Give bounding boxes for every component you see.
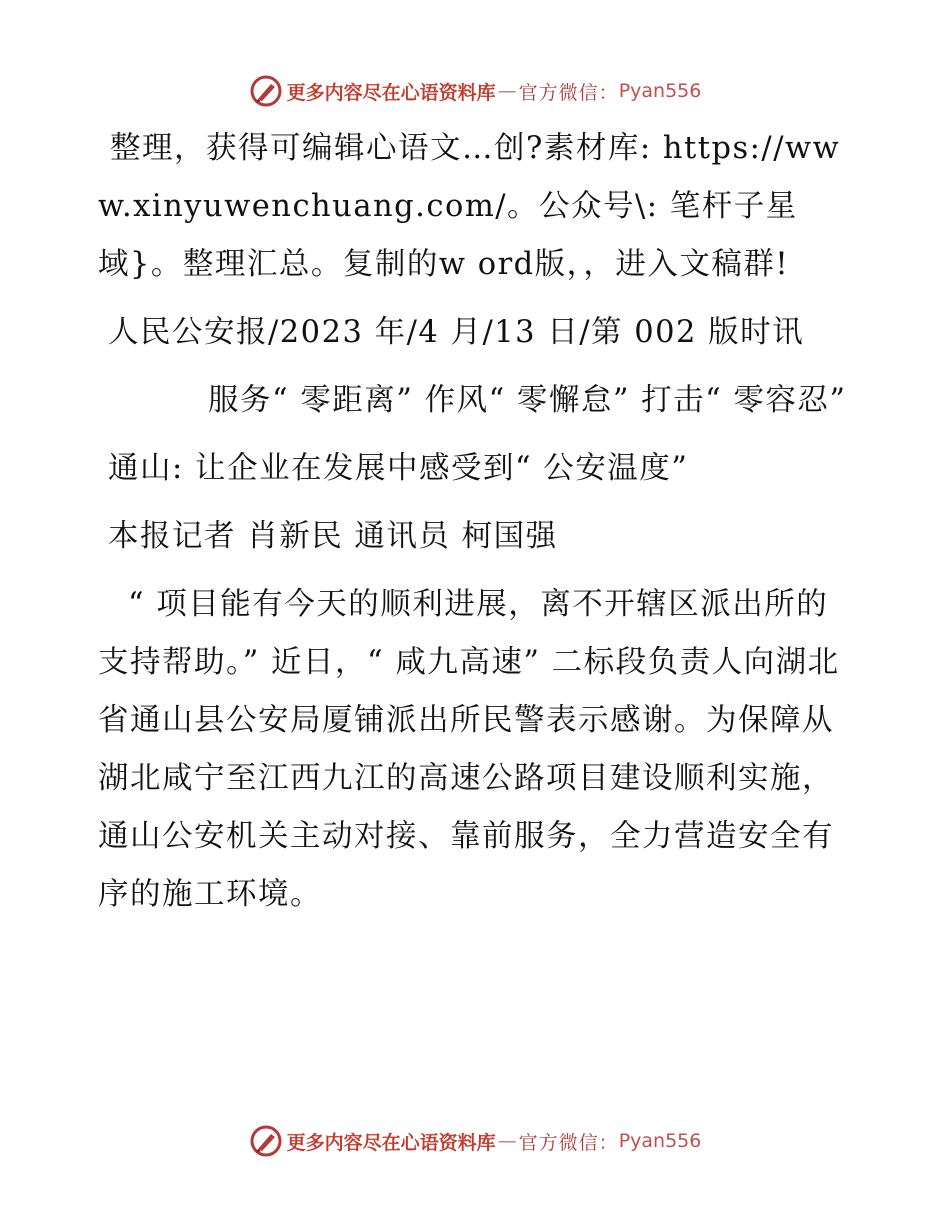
header-banner [0, 71, 950, 111]
banner-separator: — [497, 80, 517, 102]
pen-logo-icon [249, 74, 283, 108]
article-subheadline: 通山: 让企业在发展中感受到“ 公安温度” [108, 451, 689, 486]
banner-brand-text: 更多内容尽在心语资料库 [286, 81, 496, 104]
article-body-paragraph: “ 项目能有今天的顺利进展，离不开辖区派出所的支持帮助。” 近日，“ 咸九高速” 二标段负责人向湖北省通山县公安局厦铺派出所民警表示感谢。为保障从湖北咸宁至江西九江的高速公路项目建设顺利实施，通山公安机关主动对接、靠前服务，全力营造安全有序的施工环境。 [98, 587, 840, 912]
pen-logo-icon [249, 1124, 283, 1158]
banner-official-label: 官方微信： [518, 1131, 619, 1154]
banner-brand-text: 更多内容尽在心语资料库 [286, 1131, 496, 1154]
document-body [98, 120, 850, 924]
banner-official-label: 官方微信： [518, 81, 619, 104]
banner-separator: — [497, 1130, 517, 1152]
banner-wechat-id: Pyan556 [618, 1130, 702, 1152]
banner-wechat-id: Pyan556 [618, 80, 702, 102]
dateline: 人民公安报/2023 年/4 月/13 日/第 002 版时讯 [108, 315, 805, 350]
footer-banner [0, 1121, 950, 1161]
article-headline: 服务“ 零距离” 作风“ 零懈怠” 打击“ 零容忍” [208, 383, 847, 418]
article-byline: 本报记者 肖新民 通讯员 柯国强 [108, 519, 558, 554]
intro-paragraph: 整理，获得可编辑心语文…创?素材库: https://www.xinyuwenchuang.com/。公众号\: 笔杆子星域}。整理汇总。复制的w ord版，，进入文稿群! [98, 131, 841, 282]
